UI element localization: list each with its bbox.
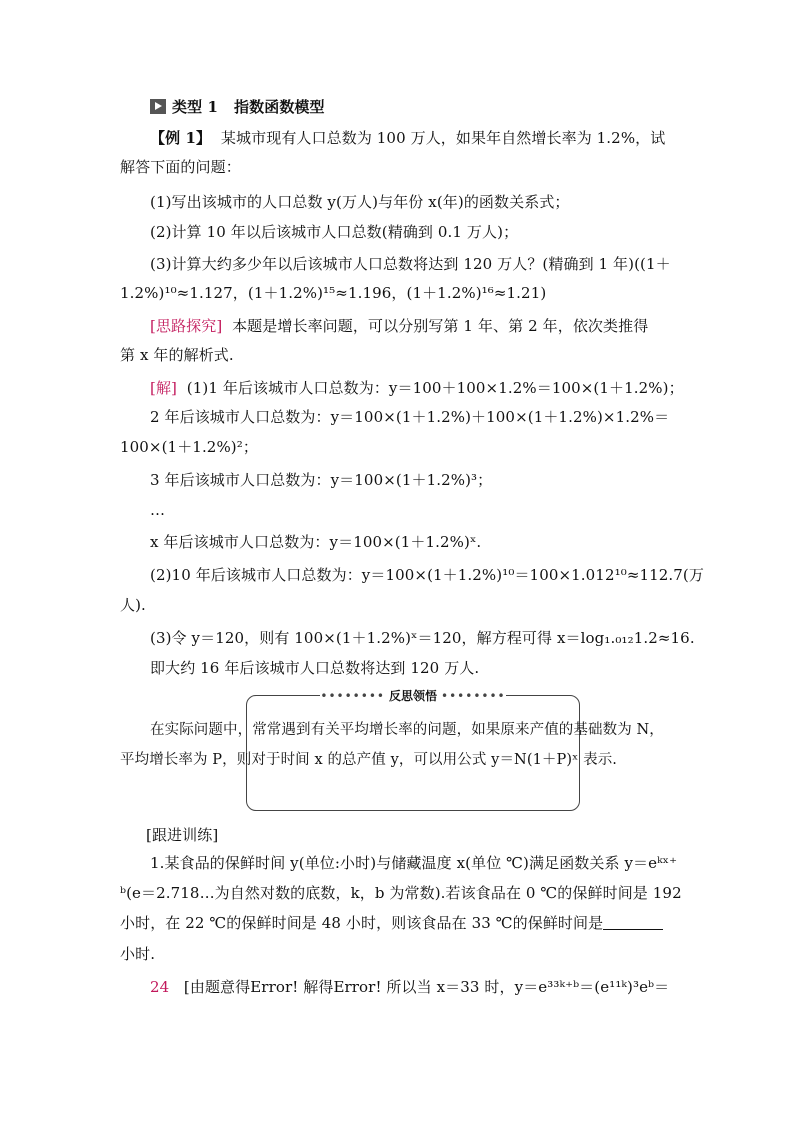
- practice-line-2: ᵇ(e＝2.718…为自然对数的底数，k，b 为常数).若该食品在 0 ℃的保鲜时间是 192: [120, 884, 682, 902]
- example-label: 【例 1】: [150, 129, 212, 147]
- question-3b: 1.2%)¹⁰≈1.127，(1＋1.2%)¹⁵≈1.196，(1＋1.2%)¹⁶≈1.21): [120, 284, 547, 302]
- analysis-label: [思路探究]: [150, 317, 223, 335]
- question-3a: (3)计算大约多少年以后该城市人口总数将达到 120 万人？(精确到 1 年)((1＋: [150, 255, 671, 273]
- section-title: 指数函数模型: [234, 98, 325, 116]
- section-heading: [150, 97, 680, 117]
- question-2: (2)计算 10 年以后该城市人口总数(精确到 0.1 万人)；: [150, 223, 519, 241]
- answer-blank: [603, 915, 663, 930]
- analysis-line-1: [思路探究] 本题是增长率问题，可以分别写第 1 年、第 2 年，依次类推得: [150, 317, 649, 335]
- practice-label: [跟进训练]: [146, 826, 219, 844]
- practice-line-3: 小时，在 22 ℃的保鲜时间是 48 小时，则该食品在 33 ℃的保鲜时间是: [120, 913, 680, 933]
- reflection-line-1: 在实际问题中，常常遇到有关平均增长率的问题，如果原来产值的基础数为 N，: [150, 722, 664, 738]
- reflection-line-2: 平均增长率为 P，则对于时间 x 的总产值 y，可以用公式 y＝N(1＋P)ˣ 表示.: [120, 752, 618, 768]
- solution-conclusion: 即大约 16 年后该城市人口总数将达到 120 万人.: [150, 659, 480, 677]
- solution-part-2a: (2)10 年后该城市人口总数为：y＝100×(1＋1.2%)¹⁰＝100×1.012¹⁰≈112.7(万: [150, 566, 704, 584]
- play-triangle-icon: [150, 99, 166, 114]
- practice-line-1: 1.某食品的保鲜时间 y(单位:小时)与储藏温度 x(单位 ℃)满足函数关系 y＝eᵏˣ⁺: [150, 854, 678, 872]
- solution-line-1: [解] (1)1 年后该城市人口总数为：y＝100＋100×1.2%＝100×(1＋1.2%)；: [150, 379, 684, 397]
- solution-label: [解]: [150, 379, 178, 397]
- practice-line-4: 小时.: [120, 945, 156, 963]
- reflection-title: •••••••• 反思领悟 ••••••••: [320, 689, 506, 703]
- practice-explanation: [由题意得Error! 解得Error! 所以当 x＝33 时，y＝e³³ᵏ⁺ᵇ＝(e¹¹ᵏ)³eᵇ＝: [183, 978, 670, 996]
- solution-line-2b: 100×(1＋1.2%)²；: [120, 438, 258, 456]
- solution-line-x: x 年后该城市人口总数为：y＝100×(1＋1.2%)ˣ.: [150, 533, 482, 551]
- solution-ellipsis: …: [150, 501, 166, 519]
- solution-line-2a: 2 年后该城市人口总数为：y＝100×(1＋1.2%)＋100×(1＋1.2%)×1.2%＝: [150, 408, 670, 426]
- example-line-2: 解答下面的问题：: [120, 158, 241, 176]
- question-1: (1)写出该城市的人口总数 y(万人)与年份 x(年)的函数关系式；: [150, 193, 570, 211]
- solution-line-3: 3 年后该城市人口总数为：y＝100×(1＋1.2%)³；: [150, 471, 493, 489]
- example-line-1: 【例 1】 某城市现有人口总数为 100 万人，如果年自然增长率为 1.2%，试: [150, 129, 666, 147]
- solution-part-3: (3)令 y＝120，则有 100×(1＋1.2%)ˣ＝120，解方程可得 x＝log₁.₀₁₂1.2≈16.: [150, 629, 695, 647]
- analysis-line-2: 第 x 年的解析式.: [120, 346, 234, 364]
- practice-answer: 24: [150, 978, 170, 996]
- solution-part-2b: 人).: [120, 596, 146, 614]
- section-type-label: 类型 1: [172, 98, 219, 116]
- practice-answer-line: [150, 977, 680, 997]
